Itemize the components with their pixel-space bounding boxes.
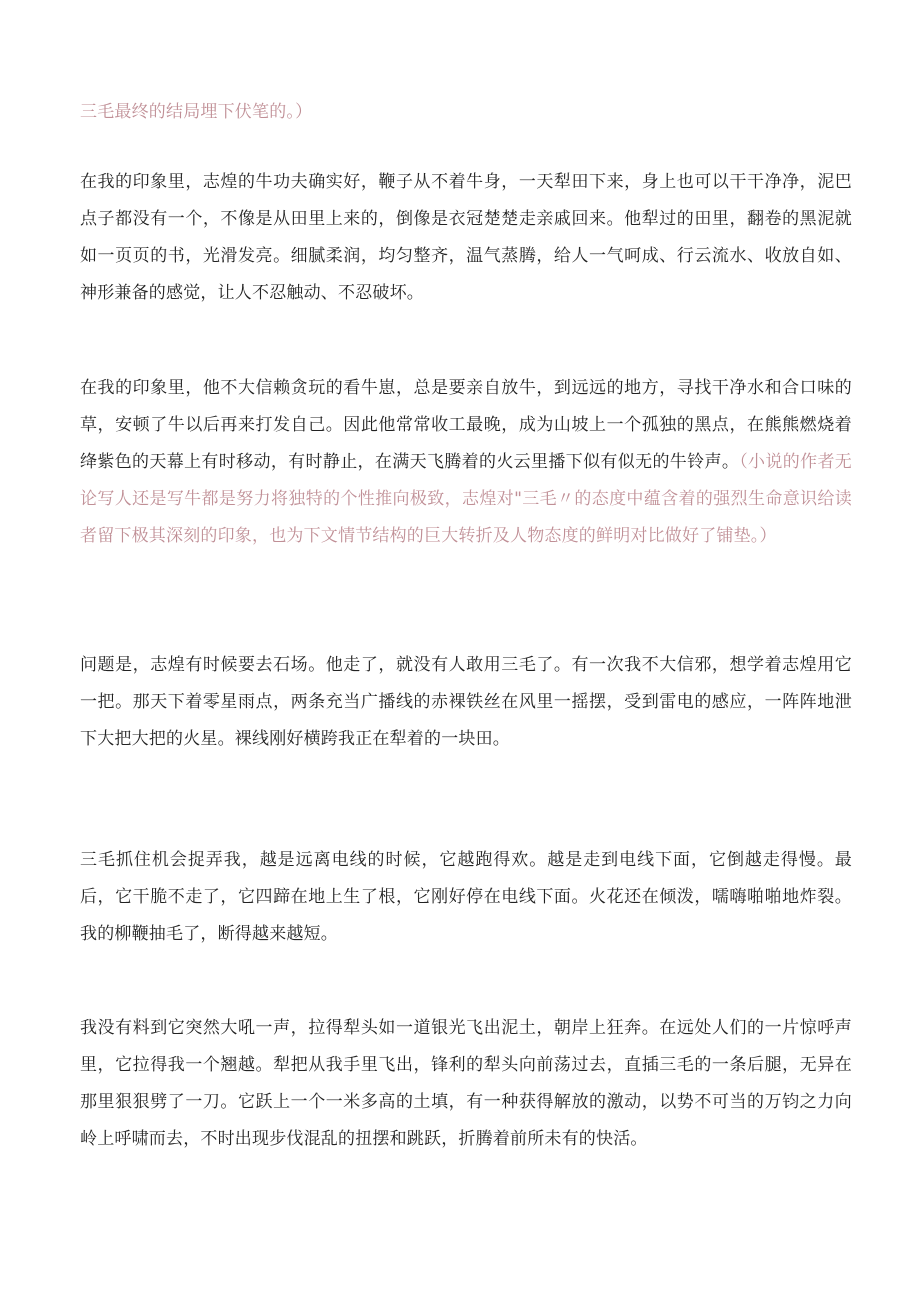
paragraph-quarry	[80, 647, 852, 758]
annotation-text: 三毛最终的结局埋下伏笔的。）	[80, 102, 313, 122]
body-text: 三毛抓住机会捉弄我，越是远离电线的时候，它越跑得欢。越是走到电线下面，它倒越走得慢。最后，它干脆不走了，它四蹄在地上生了根，它刚好停在电线下面。火花还在倾泼，嚅嗨啪啪地炸裂。我的柳鞭抽毛了，断得越来越短。	[80, 850, 852, 944]
paragraph-herding	[80, 370, 852, 555]
body-text: 问题是，志煌有时候要去石场。他走了，就没有人敢用三毛了。有一次我不大信邪，想学着志煌用它一把。那天下着零星雨点，两条充当广播线的赤裸铁丝在风里一摇摆，受到雷电的感应，一阵阵地泄下大把大把的火星。裸线刚好横跨我正在犁着的一块田。	[80, 655, 852, 749]
paragraph-annotation-ending	[80, 94, 852, 131]
paragraph-plowing-skill	[80, 164, 852, 312]
annotation-text: （小说的作者无论写人还是写牛都是努力将独特的个性推向极致，志煌对"三毛〃的态度中蕴含着的强烈生命意识给读者留下极其深刻的印象，也为下文情节结构的巨大转折及人物态度的鲜明对比做好了铺垫。）	[80, 452, 852, 546]
paragraph-sanmao-stops	[80, 842, 852, 953]
paragraph-sanmao-runs	[80, 1010, 852, 1158]
body-text: 我没有料到它突然大吼一声，拉得犁头如一道银光飞出泥土，朝岸上狂奔。在远处人们的一片惊呼声里，它拉得我一个翘越。犁把从我手里飞出，锋利的犁头向前荡过去，直插三毛的一条后腿，无异在那里狠狠劈了一刀。它跃上一个一米多高的土填，有一种获得解放的激动，以势不可当的万钧之力向岭上呼啸而去，不时出现步伐混乱的扭摆和跳跃，折腾着前所未有的快活。	[80, 1018, 852, 1149]
body-text: 在我的印象里，他不大信赖贪玩的看牛崽，总是要亲自放牛，到远远的地方，寻找干净水和合口味的草，安顿了牛以后再来打发自己。因此他常常收工最晚，成为山坡上一个孤独的黑点，在熊熊燃烧着绛紫色的天幕上有时移动，有时静止，在满天飞腾着的火云里播下似有似无的牛铃声。	[80, 378, 852, 472]
body-text: 在我的印象里，志煌的牛功夫确实好，鞭子从不着牛身，一天犁田下来，身上也可以干干净净，泥巴点子都没有一个，不像是从田里上来的，倒像是衣冠楚楚走亲戚回来。他犁过的田里，翻卷的黑泥就如一页页的书，光滑发亮。细腻柔润，均匀整齐，温气蒸腾，给人一气呵成、行云流水、收放自如、神形兼备的感觉，让人不忍触动、不忍破坏。	[80, 172, 852, 303]
